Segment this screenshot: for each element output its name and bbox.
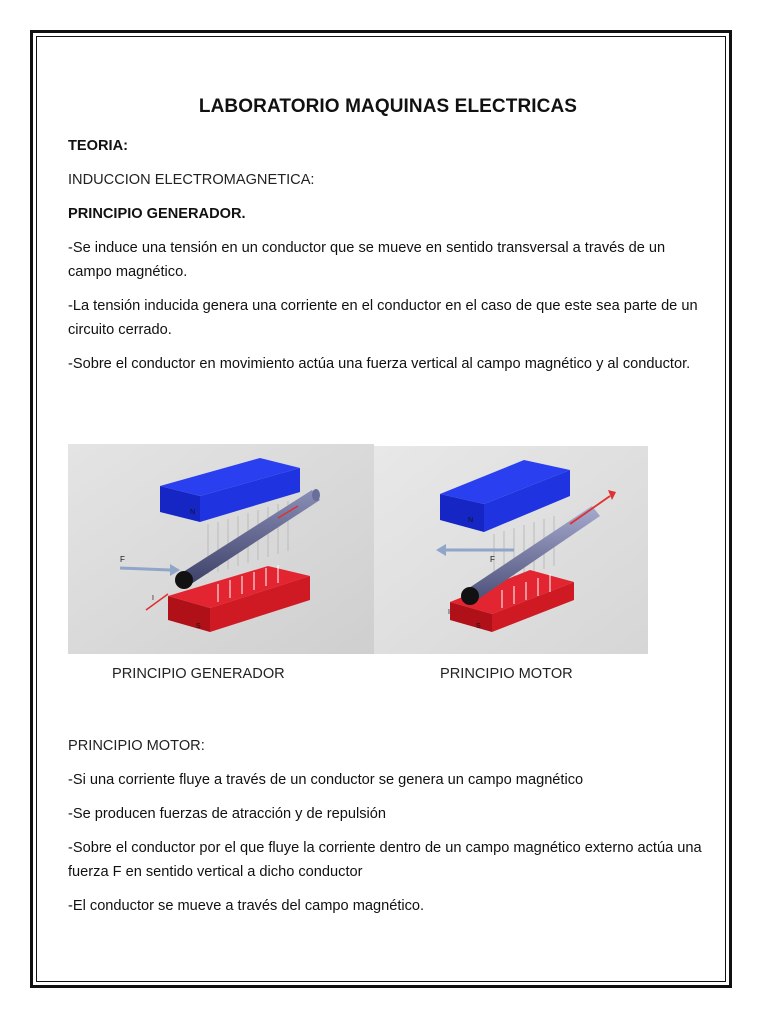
generator-caption: PRINCIPIO GENERADOR — [112, 666, 285, 682]
motor-caption: PRINCIPIO MOTOR — [440, 666, 573, 682]
document-body-bottom — [68, 734, 708, 928]
south-label: S — [196, 623, 201, 630]
figures-row — [68, 444, 648, 654]
north-label: N — [468, 517, 474, 524]
force-label: F — [490, 555, 495, 564]
motor-paragraph: -Se producen fuerzas de atracción y de repulsión — [68, 806, 387, 822]
north-label: N — [190, 509, 196, 516]
current-label: I — [152, 595, 154, 602]
south-label: S — [476, 623, 481, 630]
section-induccion: INDUCCION ELECTROMAGNETICA: — [68, 172, 315, 188]
generator-principle-image — [68, 444, 374, 654]
document-title: LABORATORIO MAQUINAS ELECTRICAS — [198, 96, 578, 117]
motor-paragraph: -Sobre el conductor por el que fluye la corriente dentro de un campo magnético externo actúa una fuerza F en sentido vertical a dicho conductor — [68, 840, 702, 880]
section-principio-generador: PRINCIPIO GENERADOR. — [68, 206, 246, 222]
document-body-top — [68, 92, 708, 386]
section-principio-motor: PRINCIPIO MOTOR: — [68, 738, 205, 754]
current-label: I — [448, 609, 450, 616]
generator-paragraph: -La tensión inducida genera una corriente en el conductor en el caso de que este sea parte de un circuito cerrado. — [68, 298, 698, 338]
section-teoria: TEORIA: — [68, 138, 128, 154]
motor-paragraph: -Si una corriente fluye a través de un conductor se genera un campo magnético — [68, 772, 584, 788]
generator-paragraph: -Sobre el conductor en movimiento actúa una fuerza vertical al campo magnético y al conductor. — [68, 356, 691, 372]
generator-paragraph: -Se induce una tensión en un conductor que se mueve en sentido transversal a través de un campo magnético. — [68, 240, 666, 280]
motor-paragraph: -El conductor se mueve a través del campo magnético. — [68, 898, 425, 914]
force-label: F — [120, 555, 125, 564]
motor-principle-image — [374, 446, 648, 654]
